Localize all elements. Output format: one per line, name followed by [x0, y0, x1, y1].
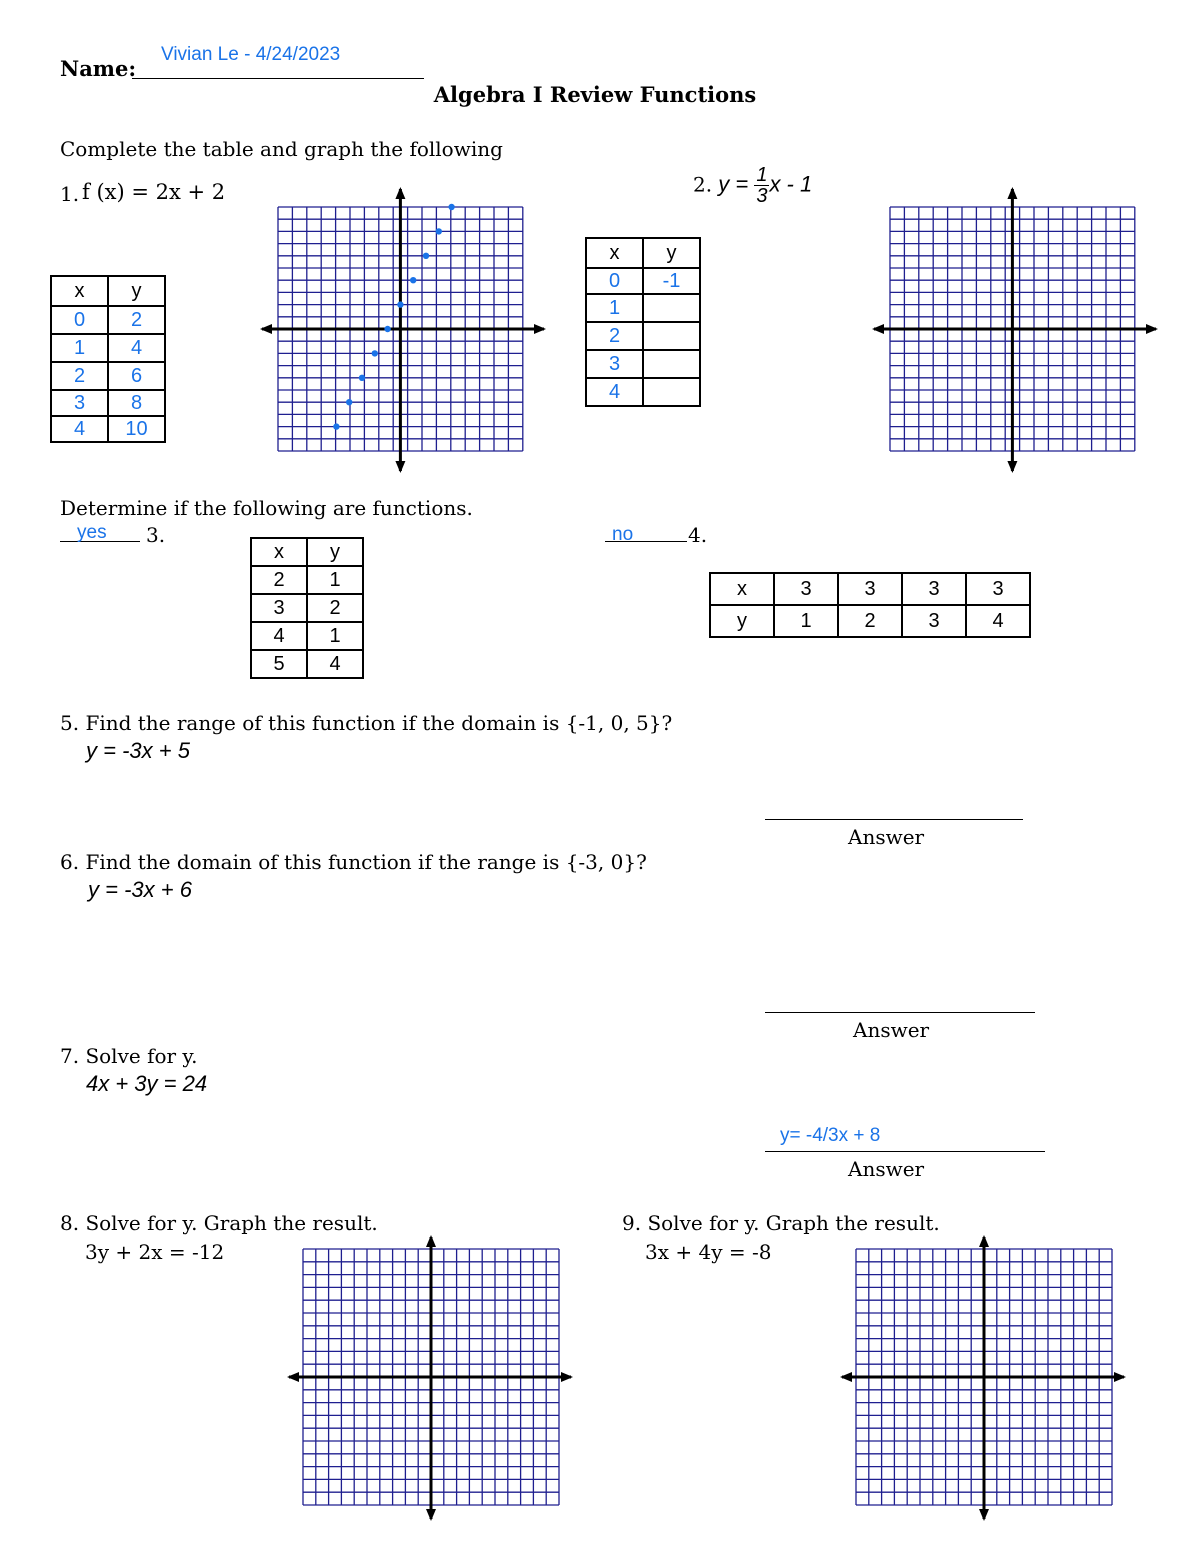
section2-instruction: Determine if the following are functions. [60, 496, 473, 520]
q2-cell[interactable]: 1 [586, 294, 643, 322]
q1-cell[interactable]: 8 [108, 390, 165, 416]
q2-cell[interactable]: -1 [643, 268, 700, 294]
x-axis-arrow-left [260, 324, 272, 334]
q1-cell[interactable]: 2 [51, 362, 108, 390]
q4-cell: 3 [838, 573, 902, 605]
plotted-point [372, 350, 378, 356]
q9-graph[interactable] [838, 1233, 1128, 1523]
q4-cell: 2 [838, 605, 902, 637]
q1-cell[interactable]: 0 [51, 306, 108, 334]
q1-table-header-y: y [108, 276, 165, 306]
q2-table-header-y: y [643, 238, 700, 268]
x-axis-arrow-left [872, 324, 884, 334]
q4-table [709, 572, 1031, 638]
q6-answer-line[interactable] [765, 1012, 1035, 1013]
x-axis-arrow-right [561, 1372, 573, 1382]
page-title: Algebra I Review Functions [433, 82, 757, 107]
y-axis-arrow-up [395, 187, 405, 199]
q1-cell[interactable]: 1 [51, 334, 108, 362]
y-axis-arrow-down [426, 1509, 436, 1521]
plotted-point [448, 204, 454, 210]
q1-cell[interactable]: 4 [108, 334, 165, 362]
q2-fraction-num: 1 [756, 164, 768, 186]
q2-table [585, 237, 701, 407]
q1-cell[interactable]: 4 [51, 416, 108, 442]
q4-cell: 3 [902, 573, 966, 605]
q3-cell: 1 [307, 622, 363, 650]
q4-cell: y [710, 605, 774, 637]
q2-equation [693, 165, 812, 206]
q7-prompt: 7. Solve for y. [60, 1044, 198, 1068]
q2-cell[interactable] [643, 322, 700, 350]
q2-cell[interactable]: 2 [586, 322, 643, 350]
q1-number: 1. [60, 182, 80, 206]
x-axis-arrow-left [287, 1372, 299, 1382]
q2-cell[interactable]: 4 [586, 378, 643, 406]
name-value[interactable]: Vivian Le - 4/24/2023 [161, 44, 341, 65]
q6-equation: y = -3x + 6 [88, 877, 192, 902]
q3-answer[interactable]: yes [77, 522, 107, 543]
q2-graph[interactable] [870, 185, 1160, 475]
q2-cell[interactable]: 3 [586, 350, 643, 378]
q3-cell: 2 [251, 566, 307, 594]
q1-graph[interactable] [258, 185, 548, 475]
q3-header-x: x [251, 538, 307, 566]
q3-cell: 5 [251, 650, 307, 678]
q4-cell: 1 [774, 605, 838, 637]
section1-instruction: Complete the table and graph the following [60, 137, 503, 161]
q2-eq-lhs: y = [718, 171, 749, 197]
q7-answer-label: Answer [848, 1157, 925, 1181]
x-axis-arrow-right [534, 324, 546, 334]
name-label: Name: [60, 56, 137, 81]
y-axis-arrow-up [979, 1235, 989, 1247]
q9-prompt: 9. Solve for y. Graph the result. [622, 1211, 940, 1235]
q1-table [50, 275, 166, 443]
q1-cell[interactable]: 6 [108, 362, 165, 390]
x-axis-arrow-left [840, 1372, 852, 1382]
name-underline [132, 78, 424, 79]
q4-cell: 3 [902, 605, 966, 637]
q5-answer-line[interactable] [765, 819, 1023, 820]
q7-answer-line[interactable] [765, 1151, 1045, 1152]
q6-answer-label: Answer [853, 1018, 930, 1042]
x-axis-arrow-right [1114, 1372, 1126, 1382]
plotted-point [423, 253, 429, 259]
q4-answer[interactable]: no [612, 524, 634, 545]
plotted-point [359, 375, 365, 381]
y-axis-arrow-down [979, 1509, 989, 1521]
plotted-point [436, 228, 442, 234]
q4-number: 4. [688, 523, 708, 547]
q4-cell: 3 [966, 573, 1030, 605]
q4-cell: 3 [774, 573, 838, 605]
plotted-point [384, 326, 390, 332]
q7-answer-value[interactable]: y= -4/3x + 8 [780, 1125, 881, 1146]
q5-equation: y = -3x + 5 [86, 738, 190, 763]
q2-cell[interactable]: 0 [586, 268, 643, 294]
q2-cell[interactable] [643, 350, 700, 378]
q2-fraction [754, 165, 769, 206]
q8-equation: 3y + 2x = -12 [85, 1240, 225, 1264]
q2-number: 2. [693, 172, 713, 197]
q3-cell: 4 [307, 650, 363, 678]
q2-table-header-x: x [586, 238, 643, 268]
q5-answer-label: Answer [848, 825, 925, 849]
q2-cell[interactable] [643, 294, 700, 322]
q7-equation: 4x + 3y = 24 [86, 1071, 208, 1096]
q3-header-y: y [307, 538, 363, 566]
y-axis-arrow-up [426, 1235, 436, 1247]
q4-cell: x [710, 573, 774, 605]
q2-fraction-den: 3 [756, 185, 768, 207]
y-axis-arrow-down [395, 461, 405, 473]
q3-number: 3. [146, 523, 166, 547]
q3-cell: 3 [251, 594, 307, 622]
q1-equation: f (x) = 2x + 2 [82, 180, 226, 204]
plotted-point [397, 301, 403, 307]
q8-graph[interactable] [285, 1233, 575, 1523]
q6-prompt: 6. Find the domain of this function if the range is {-3, 0}? [60, 850, 647, 874]
plotted-point [346, 399, 352, 405]
q3-cell: 1 [307, 566, 363, 594]
q2-eq-rhs: x - 1 [769, 171, 813, 197]
y-axis-arrow-down [1007, 461, 1017, 473]
q1-cell[interactable]: 10 [108, 416, 165, 442]
q1-table-header-x: x [51, 276, 108, 306]
plotted-point [333, 423, 339, 429]
q5-prompt: 5. Find the range of this function if the domain is {-1, 0, 5}? [60, 711, 673, 735]
y-axis-arrow-up [1007, 187, 1017, 199]
q3-cell: 4 [251, 622, 307, 650]
q2-cell[interactable] [643, 378, 700, 406]
q9-equation: 3x + 4y = -8 [645, 1240, 772, 1264]
q3-cell: 2 [307, 594, 363, 622]
q8-prompt: 8. Solve for y. Graph the result. [60, 1211, 378, 1235]
x-axis-arrow-right [1146, 324, 1158, 334]
q1-cell[interactable]: 3 [51, 390, 108, 416]
q4-cell: 4 [966, 605, 1030, 637]
q3-table [250, 537, 364, 679]
q1-cell[interactable]: 2 [108, 306, 165, 334]
plotted-point [410, 277, 416, 283]
